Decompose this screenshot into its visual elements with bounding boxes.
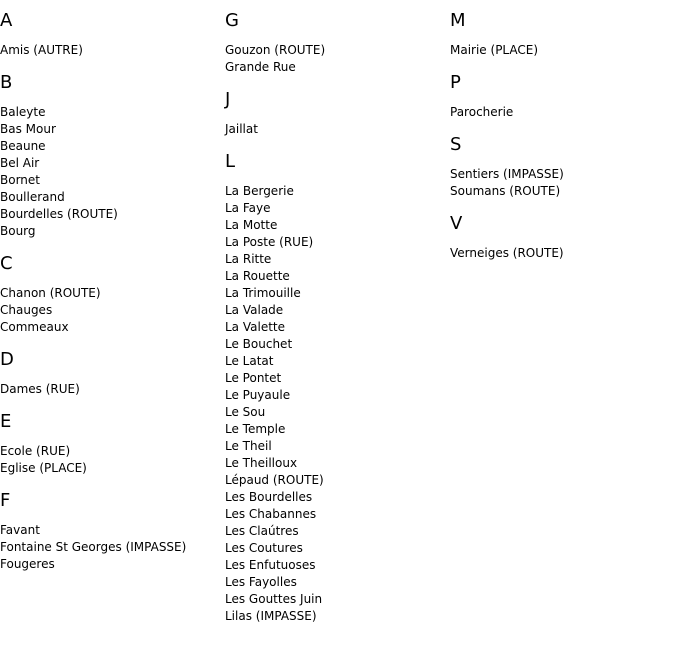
street-list bbox=[0, 522, 220, 573]
street-link[interactable]: Dames (RUE) bbox=[0, 382, 80, 396]
letter-group bbox=[225, 10, 445, 76]
street-link[interactable]: Bourg bbox=[0, 224, 36, 238]
street-link[interactable]: La Rouette bbox=[225, 269, 290, 283]
street-link[interactable]: Bornet bbox=[0, 173, 40, 187]
street-link[interactable]: Bel Air bbox=[0, 156, 40, 170]
letter-heading: B bbox=[0, 72, 13, 93]
street-link[interactable]: Grande Rue bbox=[225, 60, 296, 74]
letter-heading: E bbox=[0, 411, 12, 432]
street-list bbox=[225, 42, 445, 76]
letter-group bbox=[450, 134, 670, 200]
street-link[interactable]: La Valade bbox=[225, 303, 284, 317]
letter-heading: A bbox=[0, 10, 13, 31]
street-link[interactable]: Soumans (ROUTE) bbox=[450, 184, 561, 198]
street-link[interactable]: Les Fayolles bbox=[225, 575, 297, 589]
street-link[interactable]: Boullerand bbox=[0, 190, 65, 204]
street-list bbox=[0, 285, 220, 336]
letter-heading: D bbox=[0, 349, 14, 370]
street-link[interactable]: Gouzon (ROUTE) bbox=[225, 43, 326, 57]
letter-group bbox=[0, 253, 220, 336]
street-link[interactable]: Lilas (IMPASSE) bbox=[225, 609, 317, 623]
street-link[interactable]: Le Theilloux bbox=[225, 456, 298, 470]
letter-group bbox=[0, 349, 220, 398]
street-link[interactable]: Beaune bbox=[0, 139, 46, 153]
letter-group bbox=[0, 490, 220, 573]
street-list bbox=[0, 104, 220, 240]
street-link[interactable]: Commeaux bbox=[0, 320, 69, 334]
letter-group bbox=[225, 89, 445, 138]
letter-heading: L bbox=[225, 151, 236, 172]
street-list bbox=[225, 183, 445, 625]
street-list bbox=[450, 42, 670, 59]
street-link[interactable]: Les Bourdelles bbox=[225, 490, 313, 504]
letter-group bbox=[225, 151, 445, 625]
street-link[interactable]: La Bergerie bbox=[225, 184, 294, 198]
street-link[interactable]: La Valette bbox=[225, 320, 285, 334]
letter-group bbox=[0, 411, 220, 477]
letter-heading: V bbox=[450, 213, 463, 234]
street-link[interactable]: Bourdelles (ROUTE) bbox=[0, 207, 118, 221]
letter-heading: M bbox=[450, 10, 466, 31]
street-link[interactable]: Parocherie bbox=[450, 105, 514, 119]
street-link[interactable]: La Poste (RUE) bbox=[225, 235, 314, 249]
street-link[interactable]: Lépaud (ROUTE) bbox=[225, 473, 324, 487]
letter-heading: S bbox=[450, 134, 462, 155]
street-list bbox=[450, 245, 670, 262]
street-index-column-1 bbox=[0, 10, 220, 586]
letter-group bbox=[0, 72, 220, 240]
street-list bbox=[225, 121, 445, 138]
street-link[interactable]: La Faye bbox=[225, 201, 271, 215]
street-link[interactable]: Le Theil bbox=[225, 439, 272, 453]
street-link[interactable]: Mairie (PLACE) bbox=[450, 43, 539, 57]
street-link[interactable]: Les Claútres bbox=[225, 524, 299, 538]
letter-heading: J bbox=[225, 89, 231, 110]
street-link[interactable]: Le Pontet bbox=[225, 371, 282, 385]
street-link[interactable]: Amis (AUTRE) bbox=[0, 43, 83, 57]
street-list bbox=[0, 443, 220, 477]
street-link[interactable]: Sentiers (IMPASSE) bbox=[450, 167, 564, 181]
street-link[interactable]: Fougeres bbox=[0, 557, 55, 571]
street-link[interactable]: Les Enfutuoses bbox=[225, 558, 316, 572]
street-link[interactable]: Chanon (ROUTE) bbox=[0, 286, 101, 300]
letter-heading: C bbox=[0, 253, 13, 274]
letter-group bbox=[450, 72, 670, 121]
street-list bbox=[450, 104, 670, 121]
letter-group bbox=[450, 213, 670, 262]
letter-group bbox=[450, 10, 670, 59]
street-link[interactable]: Ecole (RUE) bbox=[0, 444, 71, 458]
street-list bbox=[0, 42, 220, 59]
letter-heading: F bbox=[0, 490, 11, 511]
letter-heading: P bbox=[450, 72, 461, 93]
street-link[interactable]: Le Puyaule bbox=[225, 388, 291, 402]
letter-heading: G bbox=[225, 10, 239, 31]
street-link[interactable]: Le Sou bbox=[225, 405, 266, 419]
street-list bbox=[0, 381, 220, 398]
street-link[interactable]: Les Coutures bbox=[225, 541, 303, 555]
street-link[interactable]: La Ritte bbox=[225, 252, 272, 266]
street-list bbox=[450, 166, 670, 200]
street-link[interactable]: Le Bouchet bbox=[225, 337, 293, 351]
street-link[interactable]: Fontaine St Georges (IMPASSE) bbox=[0, 540, 187, 554]
street-link[interactable]: Jaillat bbox=[225, 122, 258, 136]
street-link[interactable]: Les Chabannes bbox=[225, 507, 317, 521]
street-link[interactable]: Favant bbox=[0, 523, 40, 537]
street-link[interactable]: Le Latat bbox=[225, 354, 274, 368]
street-link[interactable]: Bas Mour bbox=[0, 122, 56, 136]
street-link[interactable]: Baleyte bbox=[0, 105, 46, 119]
street-link[interactable]: Chauges bbox=[0, 303, 53, 317]
street-link[interactable]: Eglise (PLACE) bbox=[0, 461, 87, 475]
letter-group bbox=[0, 10, 220, 59]
street-link[interactable]: La Motte bbox=[225, 218, 278, 232]
street-link[interactable]: Verneiges (ROUTE) bbox=[450, 246, 564, 260]
street-link[interactable]: Les Gouttes Juin bbox=[225, 592, 323, 606]
street-index-column-3 bbox=[450, 10, 670, 275]
street-link[interactable]: La Trimouille bbox=[225, 286, 301, 300]
street-index-column-2 bbox=[225, 10, 445, 638]
street-link[interactable]: Le Temple bbox=[225, 422, 286, 436]
